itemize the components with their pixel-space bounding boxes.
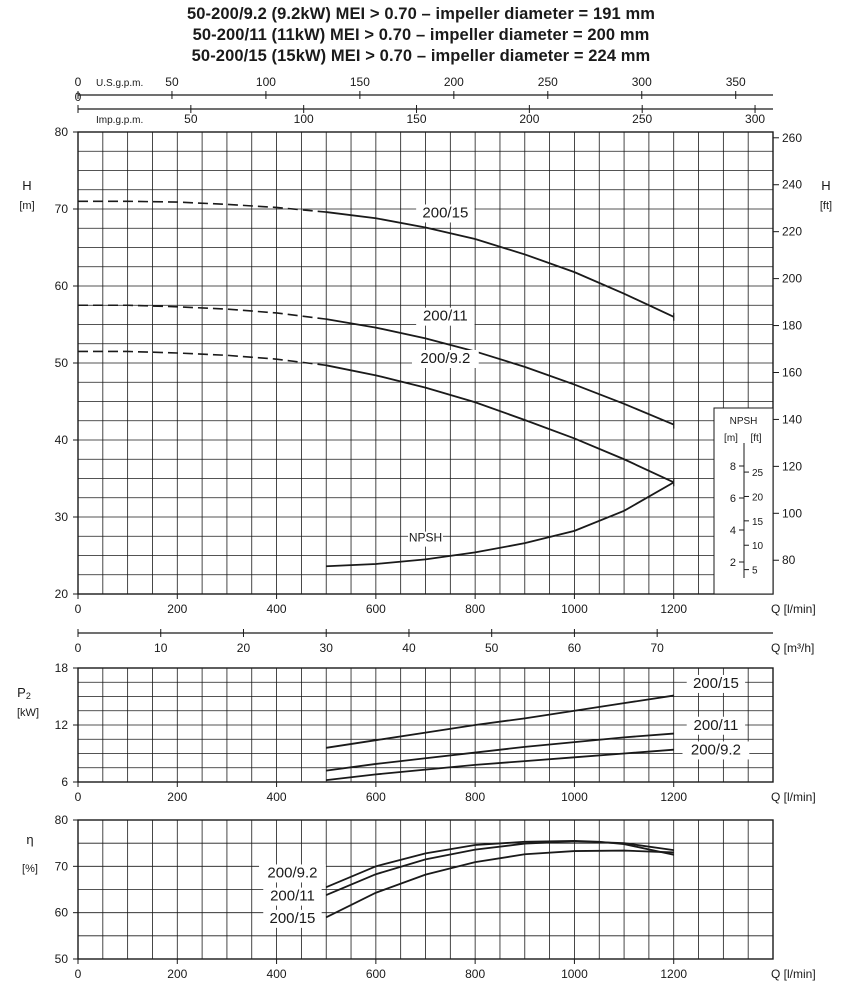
y-right-tick-label: 180 [782,318,803,333]
y-axis-label: η [26,832,34,847]
y-tick-label: 40 [54,433,68,447]
y-axis-label: P2 [17,685,31,701]
series-label: 200/9.2 [267,864,318,882]
top-axis-tick-label: 50 [184,112,198,126]
title-line-1: 50-200/9.2 (9.2kW) MEI > 0.70 – impeller diameter = 191 mm [186,5,656,23]
y-tick-label: 60 [54,905,68,920]
x-tick-label: 800 [465,967,486,981]
y-tick-label: 70 [54,859,68,874]
y-tick-label: 80 [54,125,68,139]
x-tick-label: 800 [465,602,486,616]
x-tick-label: 200 [167,602,188,616]
x-tick-label: 1200 [660,602,688,616]
y-right-tick-label: 220 [782,224,803,239]
y-tick-label: 30 [54,510,68,524]
y-axis-unit: [kW] [17,707,39,719]
y-tick-label: 6 [61,775,68,789]
npsh-ft-tick-label: 25 [752,468,764,480]
x-tick-label: 200 [167,790,188,804]
y-right-axis-unit: [ft] [819,200,833,212]
y-tick-label: 70 [54,202,68,216]
series-label: 200/9.2 [420,350,471,367]
top-axis-tick-label: 200 [443,75,464,89]
y-tick-label: 80 [54,813,68,827]
x-tick-label: 1000 [561,967,588,981]
npsh-ft-tick-label: 10 [752,541,764,553]
y-right-tick-label: 260 [782,130,803,145]
x-axis-label: Q [l/min] [771,790,816,804]
npsh-m-tick-label: 8 [729,461,736,473]
x-axis-label: Q [l/min] [771,967,816,981]
x-tick-label: 600 [365,602,386,616]
top-axis-tick-label: 0 [74,90,82,104]
bottom-axis2-tick-label: 50 [485,641,499,655]
bottom-axis2-tick-label: 0 [74,641,82,655]
npsh-ft-tick-label: 20 [752,492,764,504]
panel-efficiency [22,813,816,981]
panel-head [19,75,832,655]
top-axis-tick-label: 50 [165,75,179,89]
y-right-tick-label: 160 [782,365,803,380]
series-label: 200/15 [422,204,469,222]
y-axis-label-subscript: 2 [25,691,31,701]
x-tick-label: 800 [465,790,486,804]
y-tick-label: 20 [54,587,68,601]
y-axis-unit: [m] [19,200,35,212]
title-line-3: 50-200/15 (15kW) MEI > 0.70 – impeller diameter = 224 mm [191,47,651,65]
series-label: 200/15 [692,674,739,692]
series-label: NPSH [408,530,443,545]
y-right-axis-label: H [821,178,831,193]
top-axis-tick-label: 100 [293,112,314,126]
x-tick-label: 0 [74,967,82,981]
x-tick-label: 200 [167,967,188,981]
y-tick-label: 50 [54,356,68,370]
bottom-axis2-tick-label: 10 [154,641,168,655]
y-right-tick-label: 100 [782,506,803,521]
npsh-scale-unit-ft: [ft] [750,433,762,444]
series-label: 200/11 [422,307,468,325]
top-axis-tick-label: 0 [74,75,82,89]
bottom-axis2-tick-label: 40 [402,641,416,655]
x-tick-label: 1000 [561,602,588,616]
series-label: 200/9.2 [690,741,741,759]
npsh-m-tick-label: 4 [729,525,736,537]
x-tick-label: 400 [266,602,287,616]
x-tick-label: 400 [266,790,287,804]
npsh-ft-tick-label: 5 [752,565,758,577]
top-axis-tick-label: 250 [632,112,653,126]
y-right-tick-label: 140 [782,412,803,427]
title-line-2: 50-200/11 (11kW) MEI > 0.70 – impeller diameter = 200 mm [192,26,650,44]
series-label: 200/11 [693,716,739,734]
npsh-ft-tick-label: 15 [752,516,764,528]
y-right-tick-label: 80 [782,553,796,568]
bottom-axis2-label: Q [m³/h] [771,641,815,655]
y-tick-label: 12 [54,718,68,732]
y-right-tick-label: 200 [782,271,803,286]
y-right-tick-label: 120 [782,459,803,474]
x-tick-label: 400 [266,967,287,981]
x-tick-label: 0 [74,602,82,616]
top-axis-tick-label: 300 [745,112,766,126]
y-tick-label: 60 [54,279,68,293]
x-tick-label: 1000 [561,790,588,804]
top-axis-tick-label: 300 [631,75,652,89]
npsh-m-tick-label: 6 [729,493,736,505]
top-axis-tick-label: 150 [406,112,427,126]
top-axis-tick-label: 100 [255,75,276,89]
series-label: 200/11 [270,887,315,905]
x-tick-label: 1200 [660,790,688,804]
npsh-scale-header: NPSH [729,416,758,427]
y-axis-label: H [22,178,32,193]
x-tick-label: 600 [365,790,386,804]
x-tick-label: 1200 [660,967,688,981]
bottom-axis2-tick-label: 60 [567,641,582,655]
y-right-tick-label: 240 [782,177,803,192]
y-tick-label: 18 [54,661,68,675]
top-axis-tick-label: 250 [537,75,558,89]
panel-power [17,661,816,804]
bottom-axis2-tick-label: 30 [319,641,333,655]
npsh-m-tick-label: 2 [729,557,736,569]
top-axis-label: U.S.g.p.m. [96,78,144,89]
top-axis-tick-label: 150 [349,75,370,89]
bottom-axis2-tick-label: 70 [650,641,664,655]
x-tick-label: 0 [74,790,82,804]
bottom-axis2-tick-label: 20 [236,641,251,655]
x-tick-label: 600 [365,967,386,981]
y-tick-label: 50 [54,952,68,966]
top-axis-label: Imp.g.p.m. [96,115,144,126]
x-axis-label: Q [l/min] [771,602,816,616]
top-axis-tick-label: 350 [725,75,746,89]
top-axis-tick-label: 200 [519,112,540,126]
series-label: 200/15 [269,909,316,927]
y-axis-unit: [%] [22,863,38,875]
npsh-scale-unit-m: [m] [724,433,738,444]
